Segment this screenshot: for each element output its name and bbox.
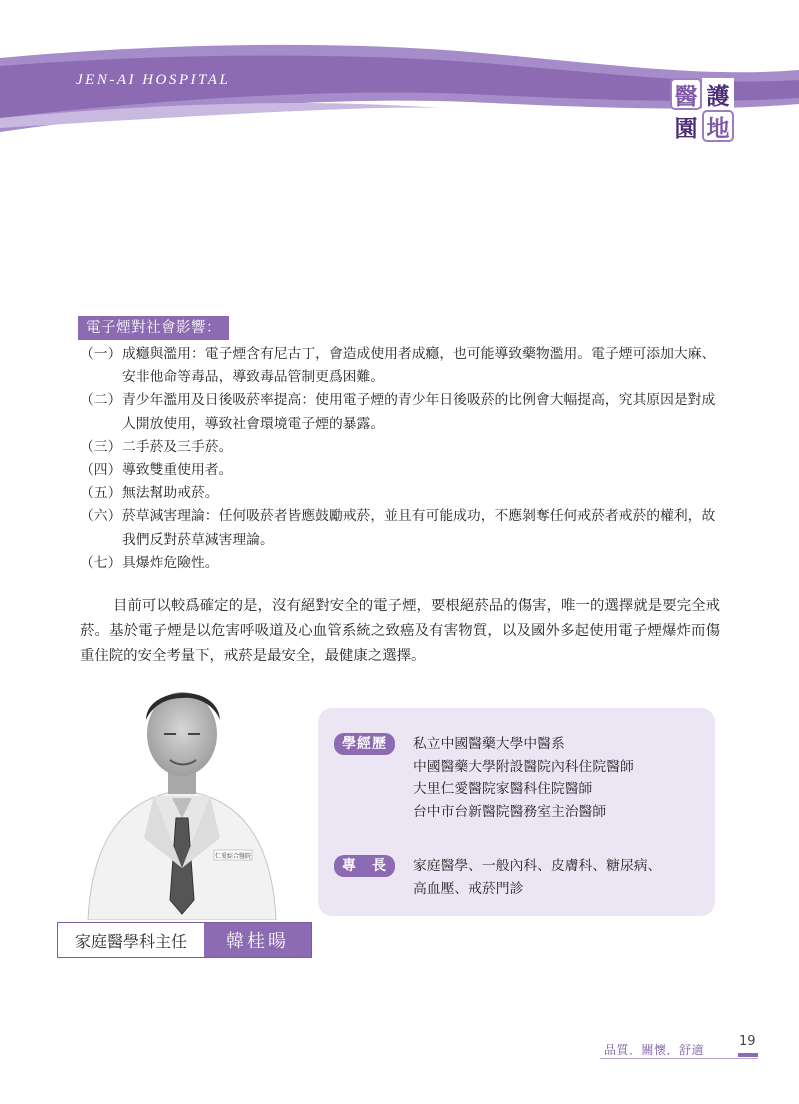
item-number: （一）	[80, 346, 122, 362]
experience-label: 學經歷	[334, 733, 395, 755]
doctor-info-card	[318, 708, 715, 916]
item-text: 具爆炸危險性。	[122, 554, 219, 571]
badge-char: 地	[702, 110, 734, 142]
item-number: （二）	[80, 392, 122, 409]
item-text: 導致雙重使用者。	[122, 462, 233, 479]
doctor-name: 韓桂暘	[204, 923, 311, 957]
impact-list	[80, 343, 720, 575]
hospital-name: JEN-AI HOSPITAL	[76, 72, 231, 88]
list-item: 家庭醫學、一般內科、皮膚科、糖尿病、	[413, 858, 662, 874]
column-title-badge	[670, 78, 734, 142]
list-item	[80, 482, 720, 505]
item-text: 青少年濫用及日後吸菸率提高：使用電子煙的青少年日後吸菸的比例會大幅提高，究其原因是對成人開放使用，導致社會環境電子煙的暴露。	[122, 392, 716, 432]
list-item	[80, 343, 720, 389]
specialty-list	[413, 855, 661, 900]
list-item	[80, 436, 720, 459]
list-item: 中國醫藥大學附設醫院內科住院醫師	[413, 758, 634, 775]
badge-char: 護	[702, 78, 734, 110]
list-item	[80, 505, 720, 551]
specialty-label: 專 長	[334, 855, 395, 877]
item-number: （三）	[80, 438, 122, 455]
item-text: 無法幫助戒菸。	[122, 485, 219, 502]
list-item: 私立中國醫藥大學中醫系	[413, 736, 565, 752]
item-number: （四）	[80, 462, 122, 479]
doctor-title: 家庭醫學科主任	[74, 931, 187, 951]
page-number: 19	[739, 1034, 756, 1049]
item-text: 二手菸及三手菸。	[122, 438, 233, 455]
experience-list	[413, 733, 634, 823]
section-title: 電子煙對社會影響：	[78, 316, 229, 340]
item-number: （六）	[80, 508, 122, 525]
item-number: （五）	[80, 485, 122, 502]
badge-char: 醫	[670, 78, 702, 110]
list-item: 大里仁愛醫院家醫科住院醫師	[413, 781, 593, 797]
list-item	[80, 552, 720, 575]
list-item: 高血壓、戒菸門診	[413, 880, 524, 897]
item-text: 成癮與濫用：電子煙含有尼古丁，會造成使用者成癮，也可能導致藥物濫用。電子煙可添加大麻、安非他命等毒品，導致毒品管制更爲困難。	[122, 346, 716, 386]
name-badge-text: 仁愛綜合醫院	[214, 853, 252, 860]
item-number: （七）	[80, 554, 122, 571]
item-text: 菸草減害理論：任何吸菸者皆應鼓勵戒菸，並且有可能成功，不應剝奪任何戒菸者戒菸的權利，故我們反對菸草減害理論。	[122, 508, 716, 548]
footer-divider	[600, 1058, 758, 1059]
list-item	[80, 389, 720, 435]
doctor-portrait	[84, 668, 280, 920]
list-item	[80, 459, 720, 482]
doctor-caption	[57, 922, 312, 958]
footer-motto: 品質．關懷．舒適	[604, 1043, 705, 1057]
conclusion-paragraph: 目前可以較爲確定的是，沒有絕對安全的電子煙，要根絕菸品的傷害，唯一的選擇就是要完全戒菸。基於電子煙是以危害呼吸道及心血管系統之致癌及有害物質，以及國外多起使用電子煙爆炸而傷重住院的安全考量下，戒菸是最安全，最健康之選擇。	[80, 598, 720, 664]
badge-char: 園	[670, 110, 702, 142]
page-number-bar	[738, 1053, 758, 1057]
list-item: 台中市台新醫院醫務室主治醫師	[413, 803, 607, 820]
